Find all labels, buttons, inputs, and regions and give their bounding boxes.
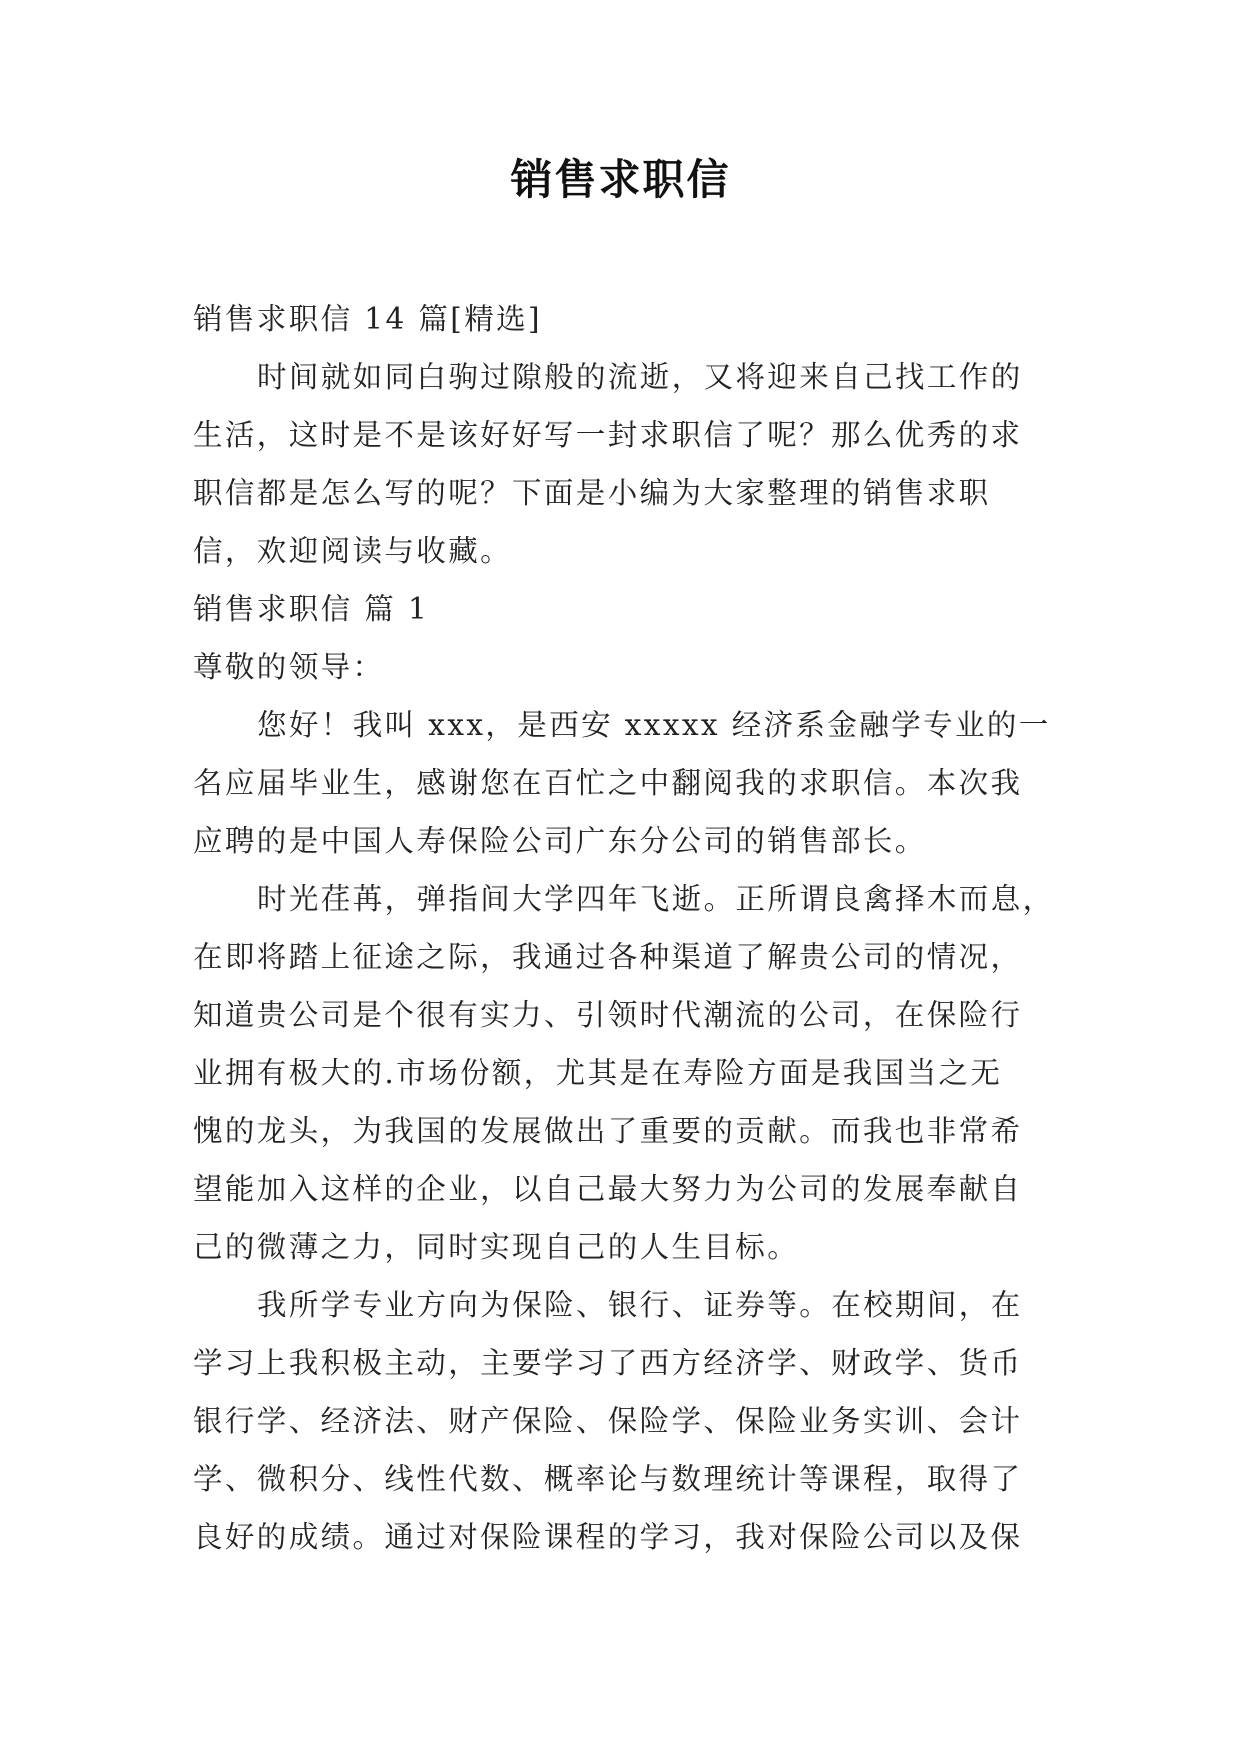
paragraph-line: 学习上我积极主动，主要学习了西方经济学、财政学、货币 <box>193 1346 1023 1380</box>
paragraph-line: 己的微薄之力，同时实现自己的人生目标。 <box>193 1230 800 1264</box>
paragraph-line: 在即将踏上征途之际，我通过各种渠道了解贵公司的情况， <box>193 940 1023 974</box>
subtitle-line: 销售求职信 14 篇[精选] <box>193 302 542 336</box>
paragraph-line: 名应届毕业生，感谢您在百忙之中翻阅我的求职信。本次我 <box>193 766 1023 800</box>
document-title: 销售求职信 <box>510 155 731 204</box>
paragraph-line: 您好！我叫 xxx，是西安 xxxxx 经济系金融学专业的一 <box>257 708 1051 742</box>
paragraph-line: 学、微积分、线性代数、概率论与数理统计等课程，取得了 <box>193 1462 1023 1496</box>
section-heading: 销售求职信 篇 1 <box>193 592 430 626</box>
paragraph-line: 望能加入这样的企业，以自己最大努力为公司的发展奉献自 <box>193 1172 1023 1206</box>
document-body <box>193 290 1055 1566</box>
paragraph-line: 时间就如同白驹过隙般的流逝，又将迎来自己找工作的 <box>257 360 1023 394</box>
paragraph-line: 业拥有极大的.市场份额，尤其是在寿险方面是我国当之无 <box>193 1056 1003 1090</box>
paragraph-line: 银行学、经济法、财产保险、保险学、保险业务实训、会计 <box>193 1404 1023 1438</box>
paragraph-line: 信，欢迎阅读与收藏。 <box>193 534 513 568</box>
paragraph-line: 愧的龙头，为我国的发展做出了重要的贡献。而我也非常希 <box>193 1114 1023 1148</box>
paragraph-line: 应聘的是中国人寿保险公司广东分公司的销售部长。 <box>193 824 927 858</box>
paragraph-line: 生活，这时是不是该好好写一封求职信了呢？那么优秀的求 <box>193 418 1023 452</box>
paragraph-line: 知道贵公司是个很有实力、引领时代潮流的公司，在保险行 <box>193 998 1023 1032</box>
salutation: 尊敬的领导： <box>193 650 385 684</box>
paragraph-line: 职信都是怎么写的呢？下面是小编为大家整理的销售求职 <box>193 476 991 510</box>
paragraph-line: 时光荏苒，弹指间大学四年飞逝。正所谓良禽择木而息， <box>257 882 1055 916</box>
paragraph-line: 良好的成绩。通过对保险课程的学习，我对保险公司以及保 <box>193 1520 1023 1554</box>
paragraph-line: 我所学专业方向为保险、银行、证券等。在校期间，在 <box>257 1288 1023 1322</box>
